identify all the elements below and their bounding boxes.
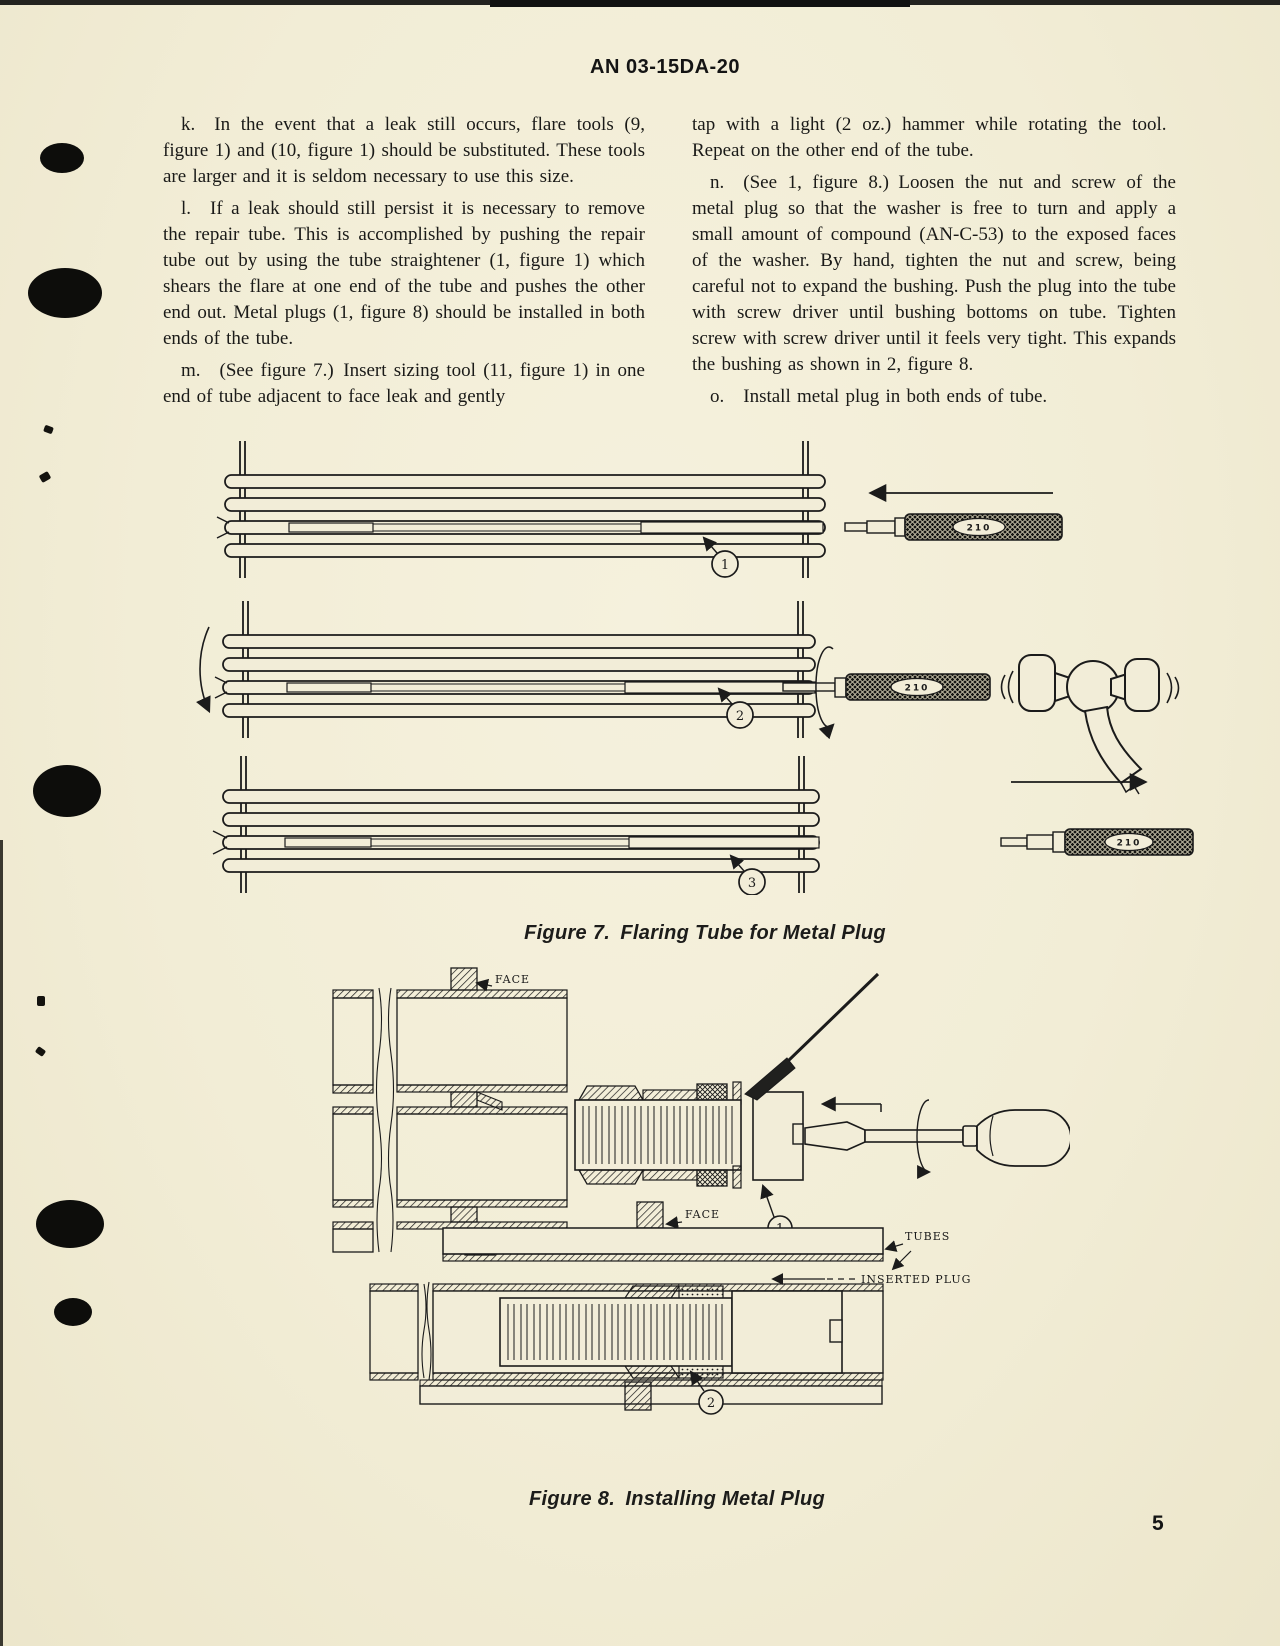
fig8-face-boss bbox=[637, 1202, 663, 1228]
paragraph-m: m. (See figure 7.) Insert sizing tool (11, figure 1) in one end of tube adjacent to face leak and gently bbox=[163, 360, 645, 407]
ink-speck bbox=[39, 471, 52, 483]
figure8-caption: Figure 8. Installing Metal Plug bbox=[529, 1488, 825, 1510]
fig7-step3-tube-bundle bbox=[213, 756, 1193, 895]
callout-number: 2 bbox=[735, 709, 745, 724]
tool-size-marking: 210 bbox=[904, 683, 930, 694]
callout-number: 1 bbox=[720, 558, 730, 573]
face-arrow-bottom bbox=[667, 1222, 682, 1224]
paragraph-k: k. In the event that a leak still occurs, flare tools (9, figure 1) and (10, figure 1) should be substituted. These tools are larger and it is seldom necessary to use this size. bbox=[163, 114, 645, 187]
fig8-part1-tube-cross-section bbox=[333, 968, 567, 1255]
tool-size-marking: 210 bbox=[1116, 838, 1142, 849]
plug-body bbox=[732, 1291, 842, 1373]
punch-mark bbox=[54, 1298, 92, 1326]
text-column-right bbox=[692, 112, 1176, 416]
plug-screw-slot bbox=[793, 1124, 803, 1144]
paragraph-m-continued: tap with a light (2 oz.) hammer while rotating the tool. Repeat on the other end of the tube. bbox=[692, 114, 1176, 161]
scan-edge-top-dark bbox=[490, 0, 910, 7]
fig8-part2-installed-plug bbox=[370, 1202, 971, 1410]
paragraph-o: o. Install metal plug in both ends of tube. bbox=[710, 386, 1048, 407]
fig7-step1-sizing-tool bbox=[845, 514, 1062, 540]
hammer-icon bbox=[1002, 655, 1179, 794]
face-label-top: FACE bbox=[495, 973, 531, 986]
compound-brush-icon bbox=[745, 974, 878, 1100]
text-column-left bbox=[163, 112, 645, 416]
fig7-step1-tube-bundle bbox=[217, 441, 1062, 578]
punch-mark bbox=[40, 143, 84, 173]
screwdriver-icon bbox=[805, 1100, 1070, 1172]
figure8-illustration bbox=[325, 952, 1070, 1427]
face-label-bottom: FACE bbox=[685, 1208, 721, 1221]
fig8-face-boss bbox=[625, 1382, 651, 1410]
inserted-plug-label: INSERTED PLUG bbox=[861, 1273, 972, 1286]
punch-mark bbox=[28, 268, 102, 318]
paragraph-l: l. If a leak should still persist it is necessary to remove the repair tube. This is accomplished by pushing the repair tube out by using the tube straightener (1, figure 1) which shears the flare at one end of the tube and pushes the other end out. Metal plugs (1, figure 8) should be installed in both ends of the tube. bbox=[163, 198, 645, 349]
page-title: AN 03-15DA-20 bbox=[590, 56, 740, 78]
face-arrow-top bbox=[477, 983, 492, 986]
figure7-illustration bbox=[195, 437, 1205, 895]
callout-number: 3 bbox=[747, 876, 757, 891]
figure7-caption: Figure 7. Flaring Tube for Metal Plug bbox=[524, 922, 886, 944]
fig7-step3-sizing-tool bbox=[1001, 829, 1193, 855]
ink-speck bbox=[35, 1046, 46, 1057]
tubes-label: TUBES bbox=[905, 1230, 951, 1243]
plug-screw-slot bbox=[830, 1320, 842, 1342]
paragraph-n: n. (See 1, figure 8.) Loosen the nut and screw of the metal plug so that the washer is free to turn and apply a small amount of compound (AN-C-53) to the exposed faces of the washer. By hand, tighten the nut and screw, being careful not to expand the bushing. Push the plug into the tube with screw driver until bushing bottoms on tube. Tighten screw with screw driver until it feels very tight. This expands the bushing as shown in 2, figure 8. bbox=[692, 172, 1176, 375]
callout-number: 2 bbox=[706, 1396, 716, 1411]
punch-mark bbox=[36, 1200, 104, 1248]
ink-speck bbox=[43, 425, 54, 435]
fig7-step2-tube-bundle bbox=[200, 601, 1179, 794]
fig8-face-boss bbox=[451, 968, 477, 990]
punch-mark bbox=[33, 765, 101, 817]
scan-edge-left bbox=[0, 840, 3, 1646]
ink-speck bbox=[37, 996, 45, 1006]
tool-size-marking: 210 bbox=[966, 523, 992, 534]
fig8-part1-metal-plug bbox=[575, 1082, 803, 1188]
page-number: 5 bbox=[1152, 1512, 1164, 1535]
fig7-step2-rotate-arrow-left bbox=[200, 627, 209, 711]
